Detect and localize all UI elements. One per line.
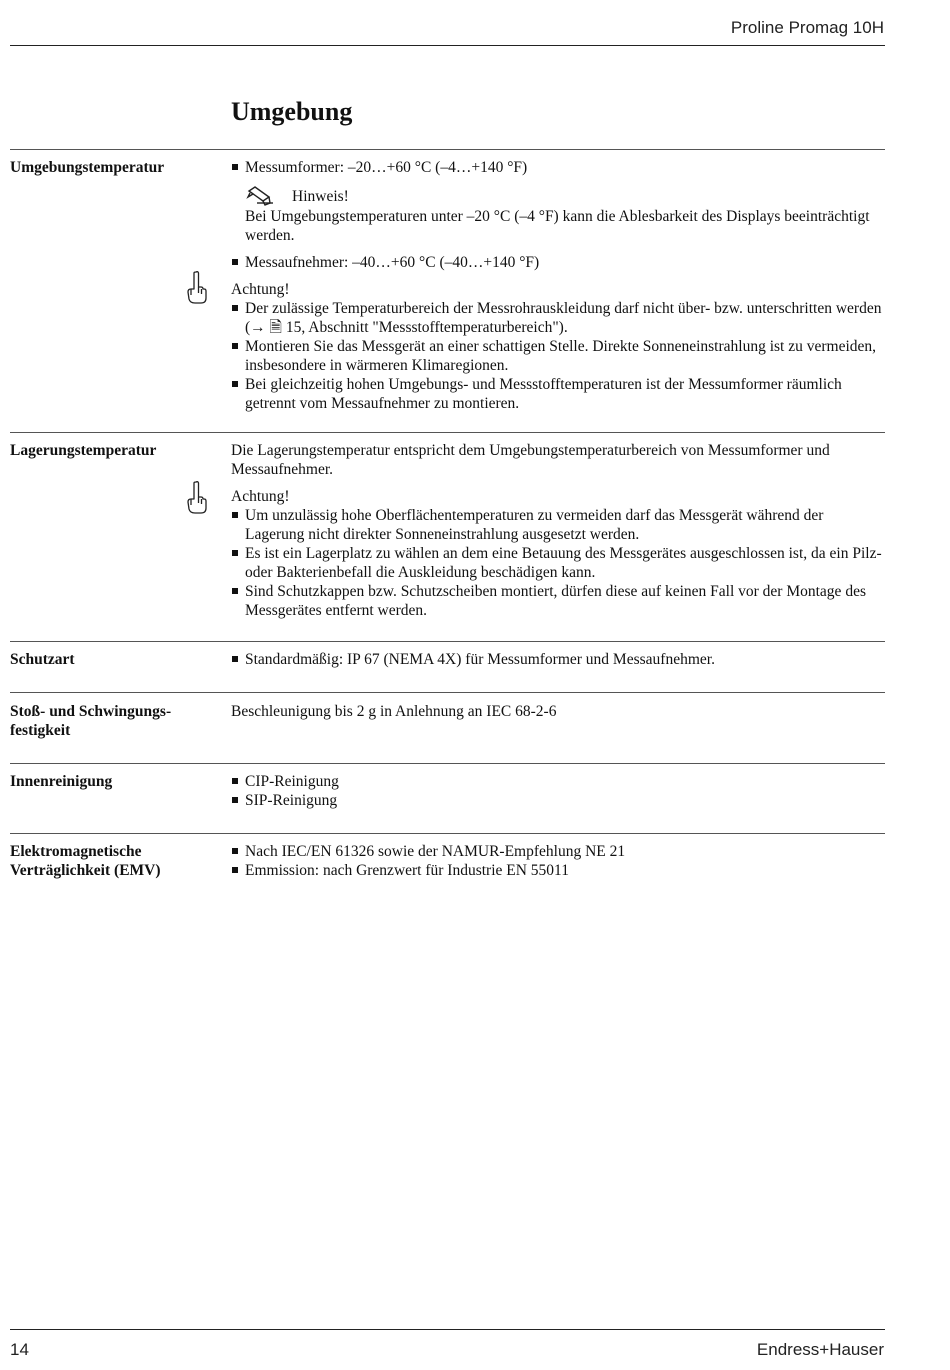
row-content-stoss <box>231 702 885 721</box>
list-item: Um unzulässig hohe Oberflächentemperaturen zu vermeiden darf das Messgerät während der Lagerung nicht direkter Sonneneinstrahlung ausgesetzt werden. <box>231 506 885 544</box>
list-item: Der zulässige Temperaturbereich der Messrohrauskleidung darf nicht über- bzw. unterschritten werden (→ 🗎 15, Abschnitt "Messstofftemperaturbereich"). <box>231 299 885 337</box>
bullet-list <box>231 772 885 810</box>
list-item: Nach IEC/EN 61326 sowie der NAMUR-Empfehlung NE 21 <box>231 842 885 861</box>
list-item: Emmission: nach Grenzwert für Industrie EN 55011 <box>231 861 885 880</box>
paragraph: Beschleunigung bis 2 g in Anlehnung an IEC 68-2-6 <box>231 703 557 720</box>
row-content-emv <box>231 842 885 880</box>
header-rule <box>10 45 885 46</box>
row-content-schutzart <box>231 650 885 669</box>
section-title: Umgebung <box>231 97 353 126</box>
label-line: Verträglichkeit (EMV) <box>10 862 161 879</box>
row-label-lagerungstemperatur: Lagerungstemperatur <box>10 442 157 459</box>
row-divider <box>10 641 885 642</box>
caution-title: Achtung! <box>231 488 290 505</box>
running-header: Proline Promag 10H <box>730 18 884 37</box>
bullet-list <box>231 650 885 669</box>
label-line: Stoß- und Schwingungs- <box>10 703 172 720</box>
pencil-icon <box>245 185 279 207</box>
list-item: Bei gleichzeitig hohen Umgebungs- und Messstofftemperaturen ist der Messumformer räumlich getrennt vom Messaufnehmer zu montieren. <box>231 375 885 413</box>
row-content-lagerungstemperatur <box>231 441 885 620</box>
list-item: SIP-Reinigung <box>231 791 885 810</box>
paragraph: Die Lagerungstemperatur entspricht dem Umgebungstemperaturbereich von Messumformer und Messaufnehmer. <box>231 442 830 478</box>
note-text: Bei Umgebungstemperaturen unter –20 °C (–4 °F) kann die Ablesbarkeit des Displays beeinträchtigt werden. <box>245 208 870 244</box>
bullet-list <box>231 253 885 272</box>
row-label-umgebungstemperatur: Umgebungstemperatur <box>10 159 165 176</box>
caution-title: Achtung! <box>231 281 290 298</box>
note-title: Hinweis! <box>292 187 349 205</box>
footer-brand: Endress+Hauser <box>756 1340 884 1359</box>
list-item: Messumformer: –20…+60 °C (–4…+140 °F) <box>231 158 885 177</box>
label-line: festigkeit <box>10 722 71 739</box>
pointing-hand-icon <box>186 270 208 306</box>
list-item: Standardmäßig: IP 67 (NEMA 4X) für Messumformer und Messaufnehmer. <box>231 650 885 669</box>
row-content-umgebungstemperatur <box>231 158 885 413</box>
list-item: CIP-Reinigung <box>231 772 885 791</box>
footer-rule <box>10 1329 885 1330</box>
page-number: 14 <box>10 1340 29 1359</box>
bullet-list <box>231 158 885 177</box>
row-content-innenreinigung <box>231 772 885 810</box>
pointing-hand-icon <box>186 480 208 516</box>
list-item: Messaufnehmer: –40…+60 °C (–40…+140 °F) <box>231 253 885 272</box>
row-divider <box>10 692 885 693</box>
row-divider <box>10 833 885 834</box>
caution-list <box>231 299 885 413</box>
label-line: Elektromagnetische <box>10 843 142 860</box>
note-block <box>245 185 885 245</box>
list-item: Montieren Sie das Messgerät an einer schattigen Stelle. Direkte Sonneneinstrahlung ist zu vermeiden, insbesondere in wärmeren Klimaregionen. <box>231 337 885 375</box>
row-label-innenreinigung: Innenreinigung <box>10 773 113 790</box>
list-item: Sind Schutzkappen bzw. Schutzscheiben montiert, dürfen diese auf keinen Fall vor der Montage des Messgerätes entfernt werden. <box>231 582 885 620</box>
row-label-emv <box>10 842 210 880</box>
list-item: Es ist ein Lagerplatz zu wählen an dem eine Betauung des Messgerätes ausgeschlossen ist, da ein Pilz- oder Bakterienbefall die Auskleidung beschädigen kann. <box>231 544 885 582</box>
bullet-list <box>231 842 885 880</box>
row-divider <box>10 763 885 764</box>
caution-list <box>231 506 885 620</box>
row-label-schutzart: Schutzart <box>10 651 75 668</box>
row-divider <box>10 432 885 433</box>
row-divider <box>10 149 885 150</box>
row-label-stoss-schwingungsfestigkeit <box>10 702 210 740</box>
